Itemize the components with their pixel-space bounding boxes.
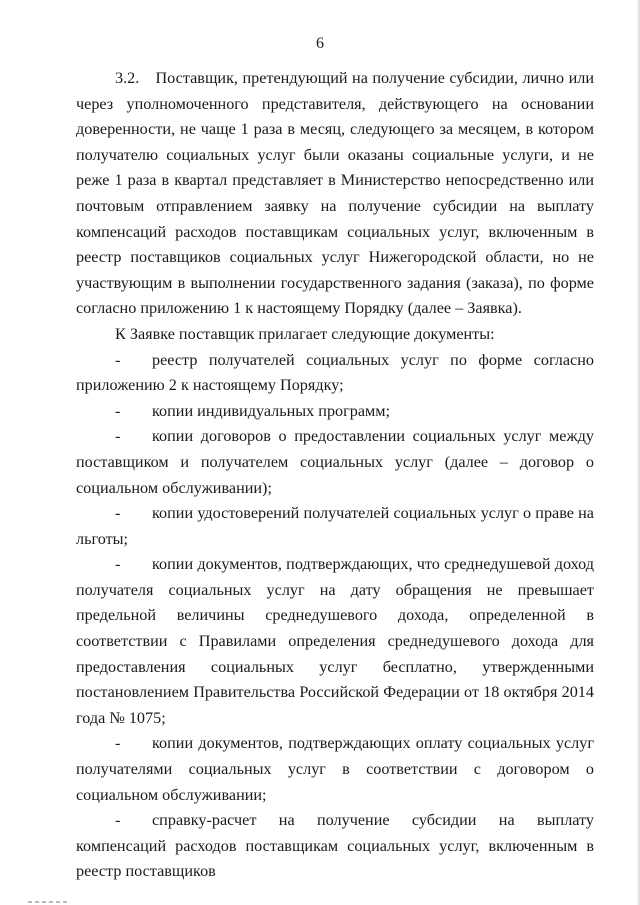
list-item-text: копии документов, подтверждающих, что среднедушевой доход получателя социальных услуг на дату обращения не превышает предельной величины среднедушевого дохода, определенной в соответствии с Правилами определения среднедушевого дохода для предоставления социальных услуг бесплатно, утвержденными постановлением Правительства Российской Федерации от 18 октября 2014 года № 1075; xyxy=(76,555,594,727)
page-number: 6 xyxy=(316,35,324,52)
list-item-text: реестр получателей социальных услуг по форме согласно приложению 2 к настоящему Порядку; xyxy=(76,350,594,395)
list-item-text: справку-расчет на получение субсидии на выплату компенсаций расходов поставщикам социальных услуг, включенным в реестр поставщиков xyxy=(76,811,594,881)
list-dash: - xyxy=(115,811,121,830)
list-item-text: копии договоров о предоставлении социальных услуг между поставщиком и получателем социальных услуг (далее – договор о социальном обслуживании); xyxy=(76,427,594,497)
scan-artifact xyxy=(28,901,68,903)
paragraph-3-2: 3.2. Поставщик, претендующий на получение субсидии, лично или через уполномоченного представителя, действующего на основании доверенности, не чаще 1 раза в месяц, следующего за месяцем, в котором получателю социальных услуг были оказаны социальные услуги, и не реже 1 раза в квартал представляет в Министерство непосредственно или почтовым отправлением заявку на получение субсидии на выплату компенсаций расходов поставщикам социальных услуг, включенным в реестр поставщиков социальных услуг Нижегородской области, но не участвующим в выполнении государственного задания (заказа), по форме согласно приложению 1 к настоящему Порядку (далее – Заявка). xyxy=(76,69,594,318)
list-dash: - xyxy=(115,555,121,574)
list-item xyxy=(76,424,594,501)
list-item xyxy=(76,501,594,552)
list-item xyxy=(76,552,594,731)
list-dash: - xyxy=(115,427,121,446)
list-dash: - xyxy=(115,734,121,753)
list-item xyxy=(76,731,594,808)
document-body xyxy=(76,66,594,885)
list-dash: - xyxy=(115,401,121,420)
list-dash: - xyxy=(115,504,121,523)
list-item-text: копии индивидуальных программ; xyxy=(152,401,391,420)
attachments-intro: К Заявке поставщик прилагает следующие документы: xyxy=(115,324,495,343)
list-item xyxy=(76,399,594,425)
list-dash: - xyxy=(115,350,121,369)
list-item xyxy=(76,348,594,399)
list-item-text: копии удостоверений получателей социальных услуг о праве на льготы; xyxy=(76,504,594,548)
list-item xyxy=(76,808,594,885)
list-item-text: копии документов, подтверждающих оплату социальных услуг получателями социальных услуг в соответствии с договором о социальном обслуживании; xyxy=(76,734,594,804)
